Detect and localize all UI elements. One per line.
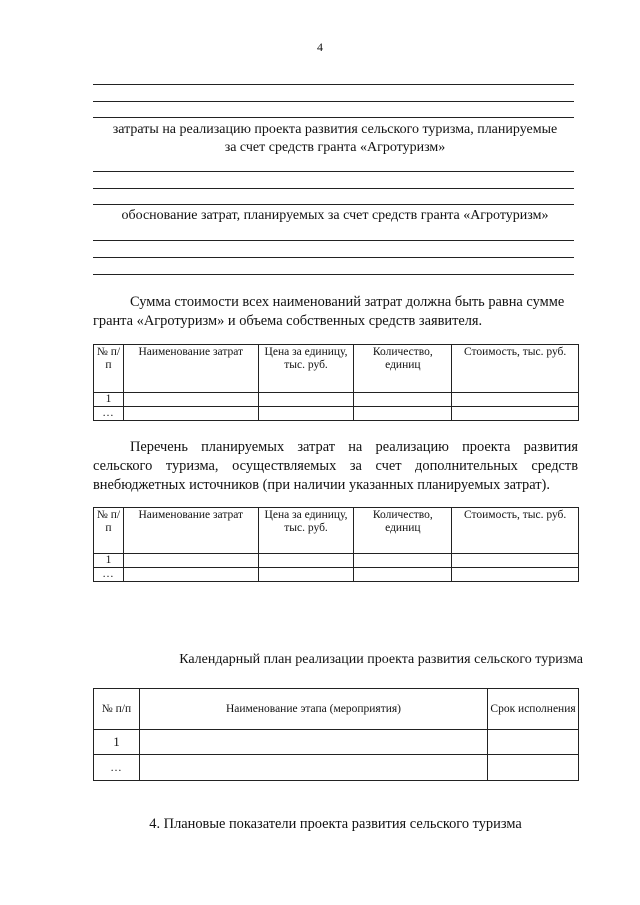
table-cell [452,407,579,421]
table-header-row [94,345,579,393]
cost-caption-line2: за счет средств гранта «Агротуризм» [224,140,446,155]
blank-line [93,171,574,172]
table-cell [354,393,452,407]
table-row [94,393,579,407]
col-price: Цена за единицу, тыс. руб. [258,508,354,554]
calendar-title: Календарный план реализации проекта развития сельского туризма [179,652,583,667]
table-cell [123,407,258,421]
blank-line [93,84,574,85]
col-number: № п/п [94,508,124,554]
table-cell [452,554,579,568]
blank-line [93,274,574,275]
table-cell [258,568,354,582]
table-row [94,755,579,781]
cost-caption [90,121,580,157]
col-name: Наименование затрат [123,345,258,393]
table-row [94,568,579,582]
col-name: Наименование затрат [123,508,258,554]
costs-table [93,344,579,421]
table-cell [258,393,354,407]
table-row [94,407,579,421]
blank-line [93,117,574,118]
table-cell: … [94,568,124,582]
col-cost: Стоимость, тыс. руб. [452,345,579,393]
table-row [94,554,579,568]
blank-line [93,101,574,102]
table-cell [258,407,354,421]
table-cell: 1 [94,554,124,568]
table-cell [123,554,258,568]
table-cell [354,407,452,421]
table-cell [452,568,579,582]
col-number: № п/п [94,345,124,393]
table-cell [488,755,579,781]
table-header-row [94,508,579,554]
blank-line [93,204,574,205]
col-deadline: Срок исполнения [488,689,579,730]
page-number: 4 [317,40,323,54]
table-cell [354,554,452,568]
col-number: № п/п [94,689,140,730]
extra-paragraph-line2: сельского туризма, осуществляемых за счет дополнительных средств [93,458,578,474]
table-cell [139,755,487,781]
table-cell [139,730,487,755]
col-cost: Стоимость, тыс. руб. [452,508,579,554]
blank-line [93,257,574,258]
col-quantity: Количество, единиц [354,508,452,554]
table-header-row [94,689,579,730]
table-cell: 1 [94,730,140,755]
cost-caption-line1: затраты на реализацию проекта развития сельского туризма, планируемые [112,122,558,137]
table-cell: 1 [94,393,124,407]
table-cell [452,393,579,407]
extra-costs-table [93,507,579,582]
col-stage-name: Наименование этапа (мероприятия) [139,689,487,730]
table-cell [488,730,579,755]
table-cell [123,568,258,582]
extra-paragraph-line3: внебюджетных источников (при наличии указанных планируемых затрат). [93,477,550,493]
extra-paragraph [93,438,578,495]
calendar-table [93,688,579,781]
table-cell: … [94,755,140,781]
sum-paragraph [93,293,578,331]
sum-paragraph-line1: Сумма стоимости всех наименований затрат должна быть равна сумме [130,294,565,310]
table-cell [123,393,258,407]
col-quantity: Количество, единиц [354,345,452,393]
sum-paragraph-line2: гранта «Агротуризм» и объема собственных средств заявителя. [93,313,483,329]
col-price: Цена за единицу, тыс. руб. [258,345,354,393]
justification-caption: обоснование затрат, планируемых за счет средств гранта «Агротуризм» [121,208,549,223]
section-4-title: 4. Плановые показатели проекта развития сельского туризма [149,816,522,832]
table-row [94,730,579,755]
table-cell [354,568,452,582]
blank-line [93,240,574,241]
blank-line [93,188,574,189]
table-cell [258,554,354,568]
table-cell: … [94,407,124,421]
extra-paragraph-line1: Перечень планируемых затрат на реализацию проекта развития [130,439,578,455]
